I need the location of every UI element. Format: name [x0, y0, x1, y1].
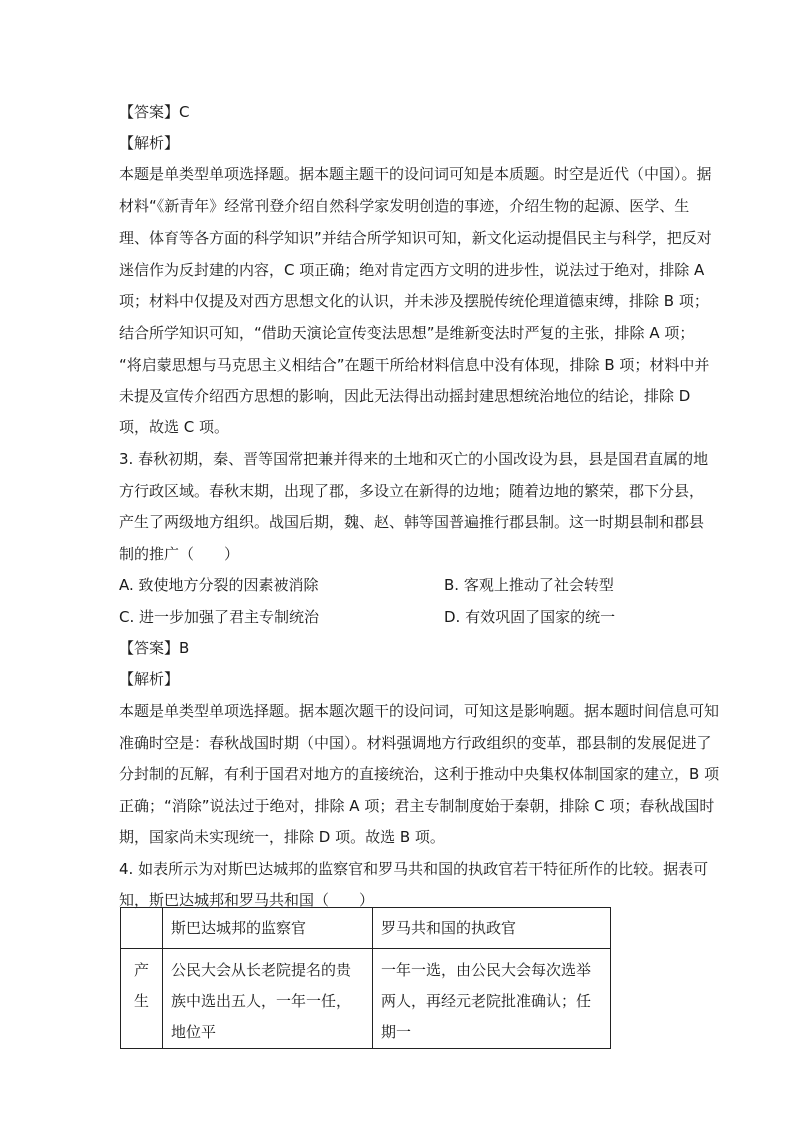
analysis-text-line: “将启蒙思想与马克思主义相结合”在题干所给材料信息中没有体现，排除 B 项；材料中并	[119, 356, 710, 374]
table-cell: 公民大会从长老院提名的贵族中选出五人，一年一任，地位平	[163, 949, 373, 1049]
question-3-text-line: 制的推广（ ）	[119, 545, 240, 563]
table-header-row	[121, 908, 611, 949]
table-header-cell: 斯巴达城邦的监察官	[163, 908, 373, 949]
analysis-text-line: 本题是单类型单项选择题。据本题主题干的设问词可知是本质题。时空是近代（中国）。据	[119, 165, 712, 183]
table-cell: 一年一选，由公民大会每次选举两人，再经元老院批准确认；任期一	[373, 949, 611, 1049]
answer-heading: 【答案】B	[119, 639, 190, 657]
analysis-text-line: 分封制的瓦解，有利于国君对地方的直接统治，这利于推动中央集权体制国家的建立，B 项	[119, 765, 720, 783]
table-header-cell: 罗马共和国的执政官	[373, 908, 611, 949]
question-3-text-line: 3. 春秋初期，秦、晋等国常把兼并得来的土地和灭亡的小国改设为县，县是国君直属的地	[119, 450, 709, 468]
analysis-text-line: 结合所学知识可知，“借助天演论宣传变法思想”是维新变法时严复的主张，排除 A 项；	[119, 324, 695, 342]
analysis-text-line: 项，故选 C 项。	[119, 418, 230, 436]
option-b: B. 客观上推动了社会转型	[444, 576, 614, 594]
analysis-text-line: 本题是单类型单项选择题。据本题次题干的设问词，可知这是影响题。据本题时间信息可知	[119, 702, 720, 720]
analysis-text-line: 期，国家尚未实现统一，排除 D 项。故选 B 项。	[119, 828, 445, 846]
option-a: A. 致使地方分裂的因素被消除	[119, 576, 319, 594]
analysis-text-line: 理、体育等各方面的科学知识”并结合所学知识可知，新文化运动提倡民主与科学，把反对	[119, 229, 712, 247]
analysis-text-line: 材料“《新青年》经常刊登介绍自然科学家发明创造的事迹，介绍生物的起源、医学、生	[119, 197, 690, 215]
analysis-heading: 【解析】	[119, 670, 180, 688]
question-4-text-line: 4. 如表所示为对斯巴达城邦的监察官和罗马共和国的执政官若干特征所作的比较。据表可	[119, 860, 709, 878]
analysis-text-line: 迷信作为反封建的内容，C 项正确；绝对肯定西方文明的进步性，说法过于绝对，排除 A	[119, 261, 705, 279]
analysis-text-line: 正确；“消除”说法过于绝对，排除 A 项；君主专制制度始于秦朝，排除 C 项；春秋战国时	[119, 797, 715, 815]
option-d: D. 有效巩固了国家的统一	[444, 608, 616, 626]
table-row	[121, 949, 611, 1049]
analysis-text-line: 准确时空是：春秋战国时期（中国）。材料强调地方行政组织的变革，郡县制的发展促进了	[119, 734, 712, 752]
question-3-text-line: 产生了两级地方组织。战国后期，魏、赵、韩等国普遍推行郡县制。这一时期县制和郡县	[119, 513, 705, 531]
comparison-table	[120, 907, 611, 1049]
answer-heading: 【答案】C	[119, 103, 190, 121]
row-label-text: 产生	[133, 961, 149, 1010]
question-4-text-line: 知，斯巴达城邦和罗马共和国（ ）	[119, 891, 375, 909]
analysis-text-line: 未提及宣传介绍西方思想的影响，因此无法得出动摇封建思想统治地位的结论，排除 D	[119, 387, 691, 405]
table-header-cell	[121, 908, 163, 949]
analysis-text-line: 项；材料中仅提及对西方思想文化的认识，并未涉及摆脱传统伦理道德束缚，排除 B 项；	[119, 292, 709, 310]
analysis-heading: 【解析】	[119, 134, 180, 152]
question-3-text-line: 方行政区域。春秋末期，出现了郡，多设立在新得的边地；随着边地的繁荣，郡下分县，	[119, 482, 705, 500]
option-c: C. 进一步加强了君主专制统治	[119, 608, 320, 626]
row-label	[121, 949, 163, 1049]
